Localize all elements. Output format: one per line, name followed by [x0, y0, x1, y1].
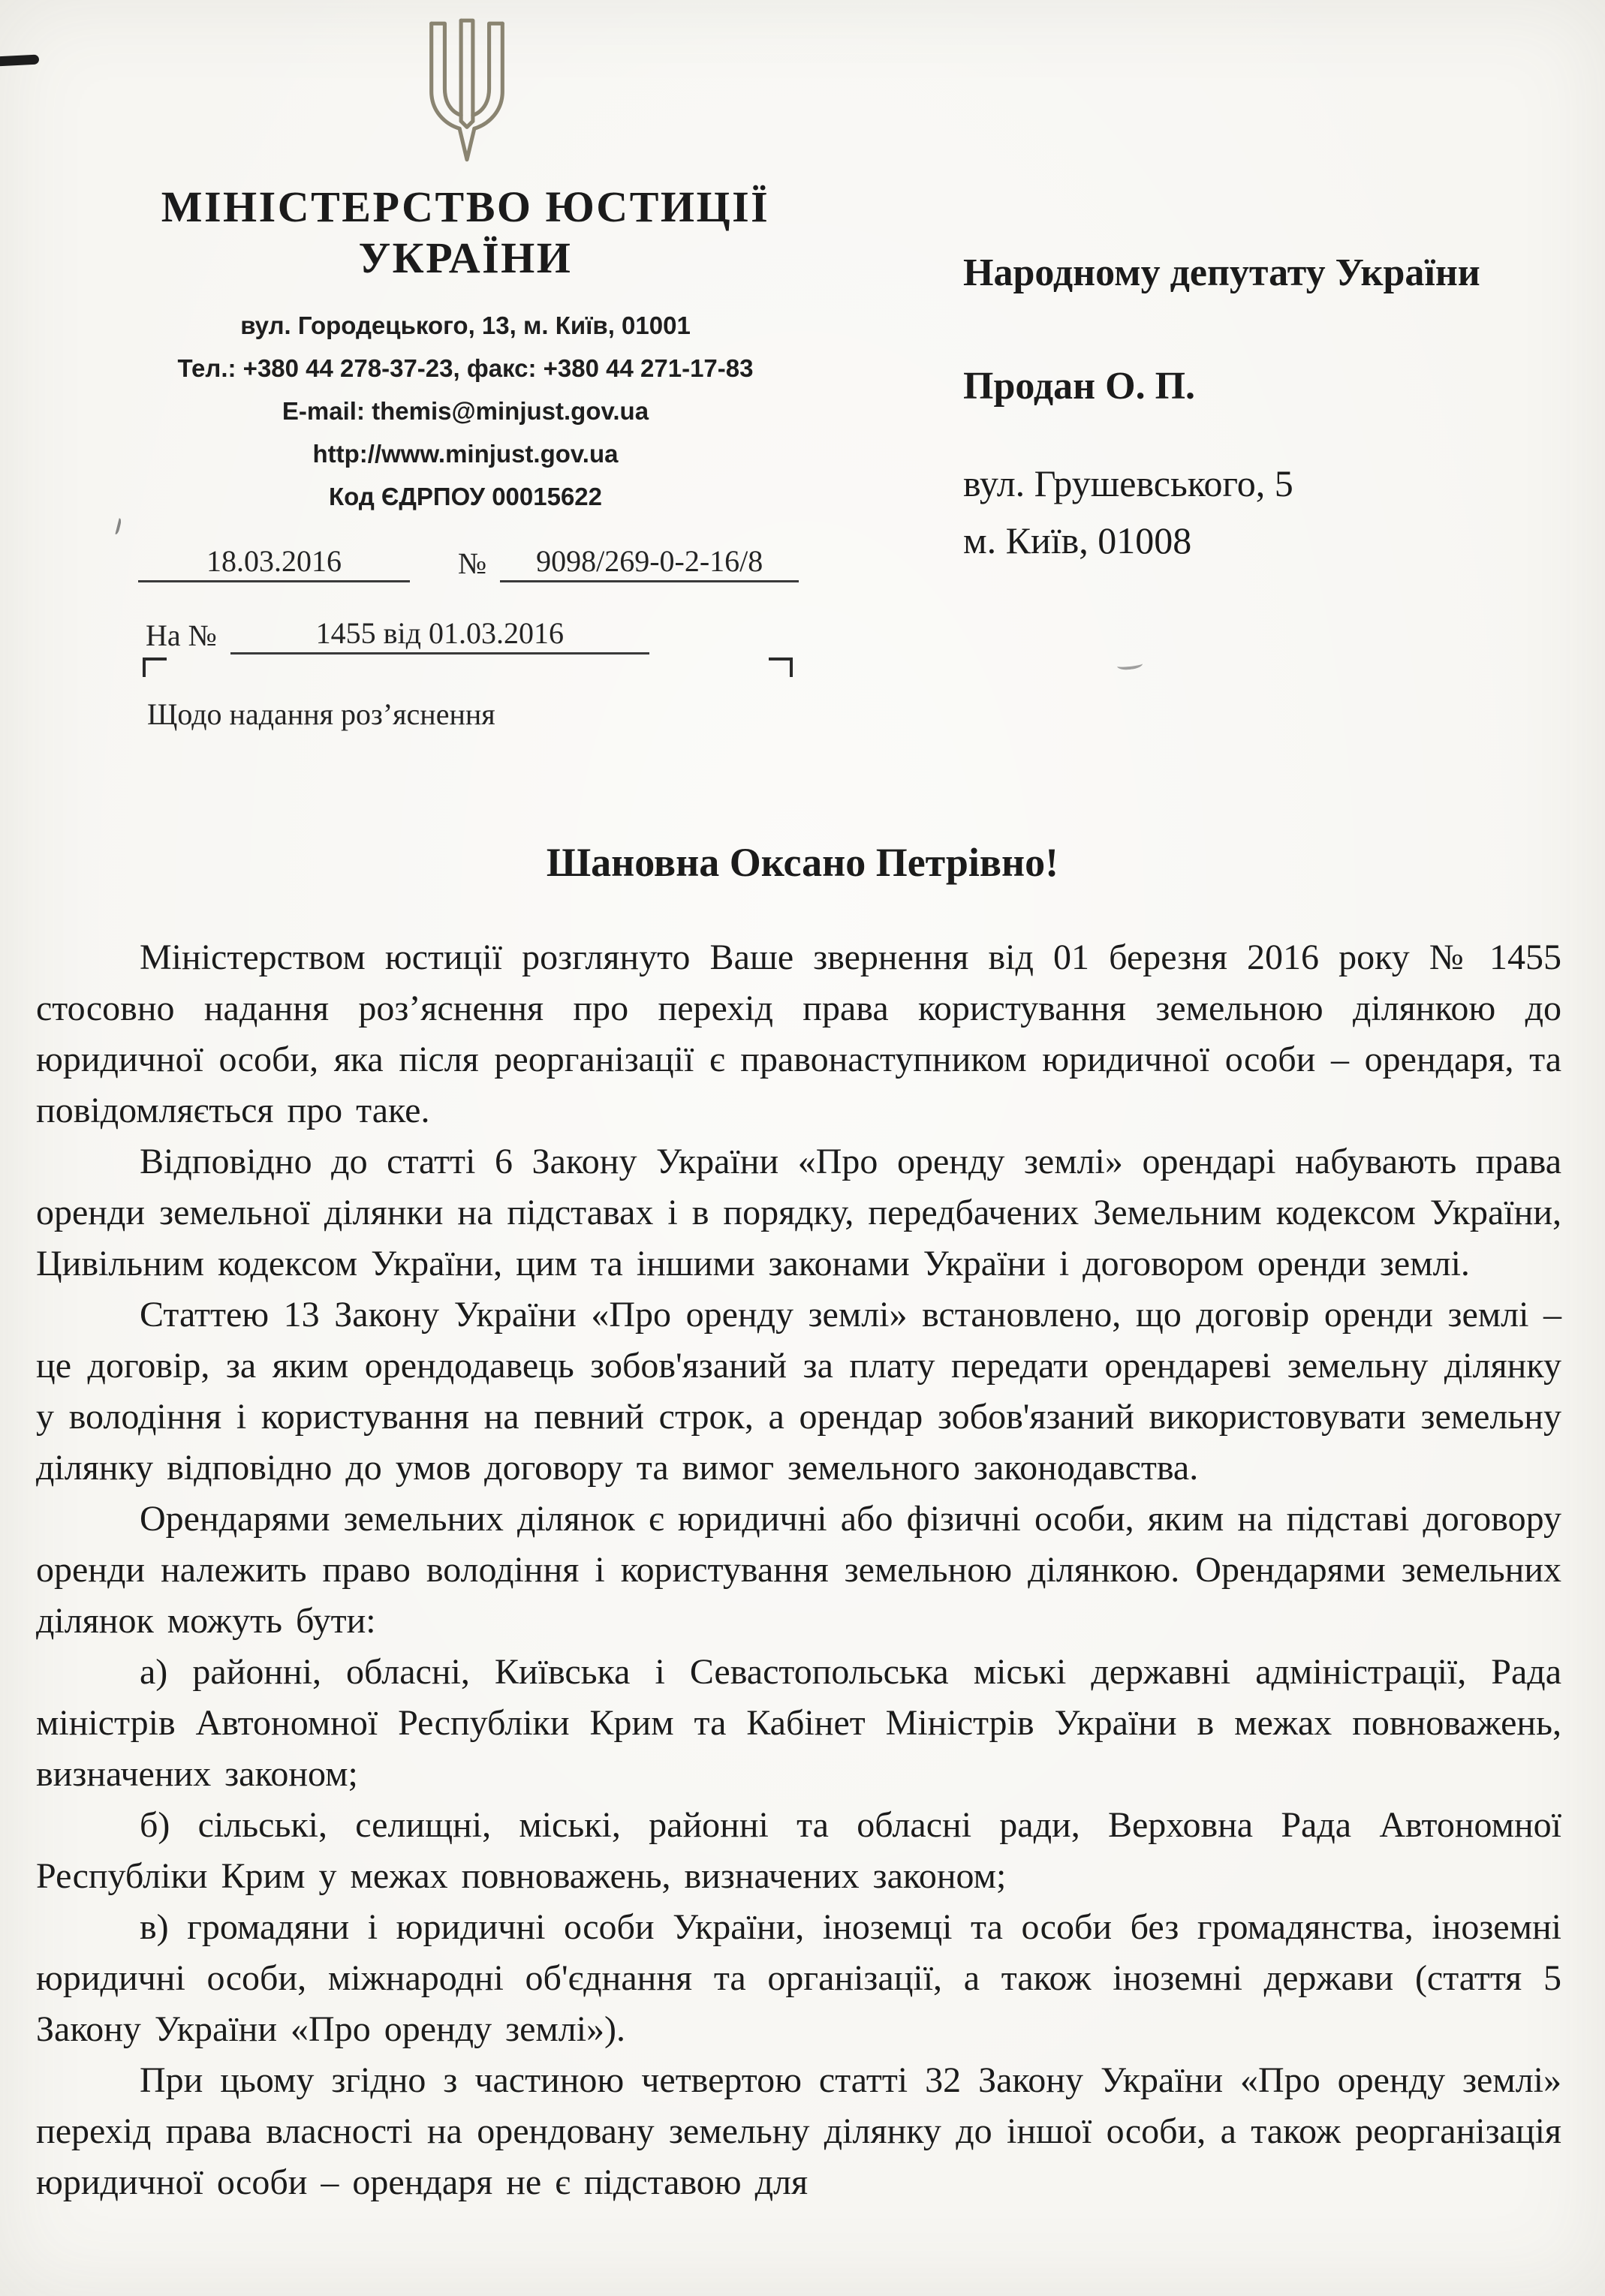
recipient-city: м. Київ, 01008 [963, 519, 1192, 561]
letter-number-field: 9098/269-0-2-16/8 [500, 543, 799, 582]
sender-email-line: E-mail: themis@minjust.gov.ua [282, 396, 649, 425]
sender-block [111, 182, 820, 654]
letter-paragraph: в) громадяни і юридичні особи України, іноземці та особи без громадянства, іноземні юридичні особи, міжнародні об'єднання та організації, а також іноземні держави (стаття 5 Закону України «Про оренду землі»). [36, 1907, 1561, 2049]
reference-field: 1455 від 01.03.2016 [230, 615, 649, 654]
recipient-title: Народному депутату України [963, 251, 1480, 294]
recipient-block [963, 251, 1564, 569]
sender-phone-line: Тел.: +380 44 278-37-23, факс: +380 44 271-17-83 [177, 354, 754, 382]
recipient-street: вул. Грушевського, 5 [963, 462, 1293, 504]
letter-paragraph: б) сільські, селищні, міські, районні та обласні ради, Верховна Рада Автономної Республіки Крим у межах повноважень, визначених законом; [36, 1805, 1561, 1896]
ministry-name-line2: УКРАЇНИ [358, 233, 573, 283]
sender-website-line: http://www.minjust.gov.ua [312, 439, 619, 468]
letter-paragraph: При цьому згідно з частиною четвертою статті 32 Закону України «Про оренду землі» перехід права власності на орендовану земельну ділянку до іншої особи, а також реорганізація юридичної особи – орендаря не є підставою для [36, 2060, 1561, 2202]
scan-artifact-dash [0, 54, 39, 66]
letter-paragraph: Орендарями земельних ділянок є юридичні або фізичні особи, яким на підставі договору оренди належить право володіння і користування земельною ділянкою. Орендарями земельних ділянок можуть бути: [36, 1499, 1561, 1641]
number-sign-label: № [458, 546, 487, 580]
reference-label: На № [146, 618, 217, 652]
reference-rows [111, 543, 820, 654]
sender-edrpou-line: Код ЄДРПОУ 00015622 [328, 482, 603, 510]
trident-emblem-icon [415, 12, 519, 171]
ministry-name-line1: МІНІСТЕРСТВО ЮСТИЦІЇ [161, 182, 770, 231]
salutation: Шановна Оксано Петрівно! [546, 840, 1059, 885]
letter-paragraph: Відповідно до статті 6 Закону України «Про оренду землі» орендарі набувають права оренди земельної ділянки на підставах і в порядку, передбачених Земельним кодексом України, Цивільним кодексом України, цим та іншими законами України і договором оренди землі. [36, 1142, 1561, 1283]
sender-address-line: вул. Городецького, 13, м. Київ, 01001 [240, 311, 691, 339]
letter-paragraph: а) районні, обласні, Київська і Севастопольська міські державні адміністрації, Рада міністрів Автономної Республіки Крим та Кабінет Міністрів України в межах повноважень, визначених законом; [36, 1652, 1561, 1794]
corner-bracket-right [769, 658, 793, 677]
outgoing-number-row [138, 543, 820, 582]
letter-paragraph: Статтею 13 Закону України «Про оренду землі» встановлено, що договір оренди землі – це договір, за яким орендодавець зобов'язаний за плату передати орендареві земельну ділянку у володіння і користування на певний строк, а орендар зобов'язаний використовувати земельну ділянку відповідно до умов договору та вимог земельного законодавства. [36, 1295, 1561, 1488]
recipient-name: Продан О. П. [963, 365, 1196, 408]
subject-line: Щодо надання роз’яснення [147, 697, 495, 731]
scan-artifact-tilde [1116, 659, 1143, 670]
incoming-reference-row [138, 615, 820, 654]
letter-date-field: 18.03.2016 [138, 543, 410, 582]
letter-paragraph: Міністерством юстиції розглянуто Ваше звернення від 01 березня 2016 року № 1455 стосовно надання роз’яснення про перехід права користування земельною ділянкою до юридичної особи, яка після реорганізації є правонаступником юридичної особи – орендаря, та повідомляється про таке. [36, 937, 1561, 1130]
letter-body [36, 932, 1561, 2208]
corner-bracket-left [143, 658, 167, 677]
